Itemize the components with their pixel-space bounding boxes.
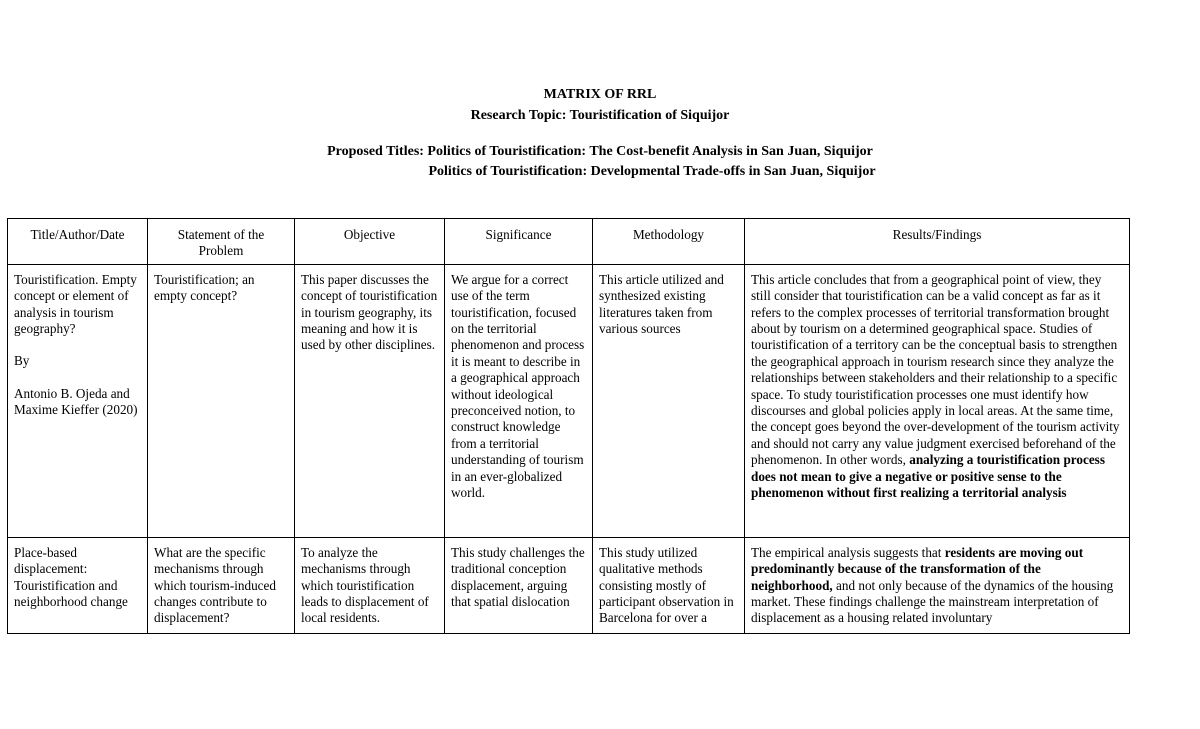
proposed-title-1: Proposed Titles: Politics of Touristification: The Cost-benefit Analysis in San Juan, Siquijor <box>327 144 873 159</box>
cell-methodology <box>593 537 745 633</box>
table-row <box>8 537 1130 633</box>
problem-text: What are the specific mechanisms through which tourism-induced changes contribute to displacement? <box>154 544 276 626</box>
table-header-row <box>8 219 1130 265</box>
column-header-results-findings: Results/Findings <box>745 219 1130 265</box>
rrl-matrix-table <box>7 218 1130 634</box>
cell-statement-of-problem: Touristification; an empty concept? <box>148 264 295 537</box>
results-text-block <box>751 545 1123 627</box>
cell-objective: This paper discusses the concept of touristification in tourism geography, its meaning and how it is used by other disciplines. <box>295 264 445 537</box>
cell-title-author-date <box>8 264 148 537</box>
table-row <box>8 264 1130 537</box>
significance-text: This study challenges the traditional conception displacement, arguing that spatial dislocation <box>451 544 585 610</box>
column-header-statement-of-problem: Statement of the Problem <box>148 219 295 265</box>
results-text: The empirical analysis suggests that <box>751 544 945 560</box>
results-text-continued: and not only because of the dynamics of the housing market. These findings challenge the mainstream interpretation of displacement as a housing related involuntary <box>751 577 1114 626</box>
cell-significance <box>445 537 593 633</box>
study-authors: Antonio B. Ojeda and Maxime Kieffer (2020) <box>14 385 138 418</box>
cell-methodology: This article utilized and synthesized existing literatures taken from various sources <box>593 264 745 537</box>
column-header-significance: Significance <box>445 219 593 265</box>
column-header-methodology: Methodology <box>593 219 745 265</box>
column-header-title-author-date: Title/Author/Date <box>8 219 148 265</box>
results-text: This article concludes that from a geographical point of view, they still consider that touristification can be a valid concept as far as it refers to the complex processes of territorial transformation brought about by tourism on a determined geographical space. Studies of touristification of a territory can be the conceptual basis to strengthen the geographical approach in tourism research since they analyze the relationships between stakeholders and their relationship to a specific space. To study touristification processes one must identify how discourses and global policies apply in local areas. At the same time, the concept goes beyond the over-development of the tourism activity and should not carry any value judgment exercised beforehand of the phenomenon. In other words, <box>751 271 1120 468</box>
document-title: MATRIX OF RRL <box>543 87 657 102</box>
objective-text: To analyze the mechanisms through which touristification leads to displacement of local residents. <box>301 544 429 626</box>
results-emphasis: residents are moving out predominantly because of the transformation of the neighborhood, <box>751 544 1084 593</box>
study-title: Touristification. Empty concept or element of analysis in tourism geography? <box>14 271 137 337</box>
by-label: By <box>14 353 30 369</box>
cell-objective <box>295 537 445 633</box>
cell-statement-of-problem <box>148 537 295 633</box>
cell-results-findings <box>745 264 1130 537</box>
results-emphasis: analyzing a touristification process does not mean to give a negative or positive sense to the phenomenon without first realizing a territorial analysis <box>751 452 1105 501</box>
research-topic: Research Topic: Touristification of Siquijor <box>470 108 730 123</box>
cell-results-findings <box>745 537 1130 633</box>
column-header-objective: Objective <box>295 219 445 265</box>
cell-significance: We argue for a correct use of the term touristification, focused on the territorial phenomenon and process it is meant to describe in a geographical approach without ideological preconceived notion, to construct knowledge from a territorial understanding of tourism in an ever-globalized world. <box>445 264 593 537</box>
proposed-title-2: Politics of Touristification: Developmental Trade-offs in San Juan, Siquijor <box>428 164 876 179</box>
cell-title-author-date <box>8 537 148 633</box>
study-title: Place-based displacement: Touristification and neighborhood change <box>14 544 128 610</box>
methodology-text: This study utilized qualitative methods consisting mostly of participant observation in Barcelona for over a <box>599 544 734 626</box>
